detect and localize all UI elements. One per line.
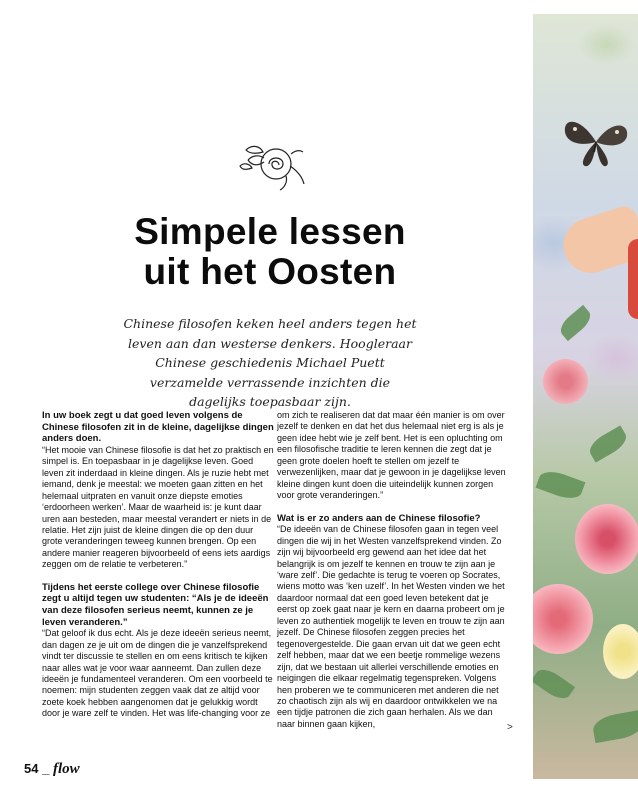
paragraph-gap [42,571,274,582]
text-column-right [277,410,509,730]
leaf-shape [556,305,594,341]
title-line-1: Simpele lessen [134,211,406,252]
interview-question: Wat is er zo anders aan de Chinese filosofie? [277,512,481,524]
page-number: 54 [24,761,39,776]
rose-illustration [543,359,588,404]
rose-illustration [533,584,593,654]
interview-answer: “Dat geloof ik dus echt. Als je deze ideeën serieus neemt, dan dagen ze je uit om de dingen die je vanzelfsprekend vindt ter discussie te stellen en om eens kritisch te kijken naar alles wat je voor waar aanneemt. Dan zullen deze ideeën je fundamenteel veranderen. Om een voorbeeld te noemen: mijn studenten zeggen vaak dat ze altijd voor zoete koek hebben aangenomen dat je gelukkig wordt door je ware zelf te vinden. Het was life-changing voor ze [42,628,273,719]
leaf-shape [536,467,586,503]
interview-answer: “Het mooie van Chinese filosofie is dat het zo praktisch en simpel is. En toepasbaar in je dagelijkse leven. Goed leven zit inderdaad in kleine dingen. Als je ruzie hebt met iemand, denk je meestal: we moeten gaan zitten en het helemaal uitpraten en vanuit onze diepste emoties ‘erdoorheen werken’. Maar de waarheid is: je kunt daar uren aan besteden, maar meestal verandert er niets in de relatie. Het zijn juist de kleine dingen die op den duur grote veranderingen teweeg kunnen brengen. Op een andere manier reageren bijvoorbeeld of eens iets aardigs zeggen om de relatie te verbeteren.” [42,444,274,570]
butterfly-icon [561,112,631,172]
illustration-strip [533,14,638,779]
magazine-logo: flow [52,761,80,777]
page-folio [24,761,80,778]
interview-answer: “De ideeën van de Chinese filosofen gaan in tegen veel dingen die wij in het Westen vanzelfsprekend vinden. Zo zijn wij bijvoorbeeld erg gewend aan het idee dat het belangrijk is om jezelf te kennen en trouw te zijn aan je ‘ware zelf’. Die gedachte is terug te voeren op Socrates, wiens motto was ‘ken uzelf’. In het Westen vinden we het daardoor normaal dat een goed leven betekent dat je eerst op zoek gaat naar je kern en daarna probeert om je leven zo authentiek mogelijk te leven en trouw te zijn aan jezelf. De Chinese filosofen zeggen precies het tegenovergestelde. Die gaan ervan uit dat we geen echt zelf hebben, maar dat we een beetje rommelige wezens zijn, dat we bestaan uit allerlei verschillende emoties en neigingen die elkaar regelmatig tegenspreken. Volgens hen proberen we te communiceren met anderen die net zo chaotisch zijn als wij en daardoor ontwikkelen we na een tijdje patronen die zich gaan herhalen. Als we dan naar binnen gaan kijken, [277,524,505,729]
leaf-shape [533,664,575,703]
rose-ornament-icon [236,136,308,194]
article-title [60,212,480,292]
red-sleeve-illustration [628,239,638,319]
text-column-left [42,410,274,720]
article-intro: Chinese filosofen keken heel anders tegen het leven aan dan westerse denkers. Hoogleraar Chinese geschiedenis Michael Puett verzamelde verrassende inzichten die dagelijks toepasbaar zijn. [123,316,417,409]
yellow-rose-illustration [603,624,638,679]
title-line-2: uit het Oosten [143,251,397,292]
interview-answer: om zich te realiseren dat dat maar één manier is om over jezelf te denken en dat het dus helemaal niet erg is als je geen idee hebt wie je zelf bent. Het is een opluchting om een filosofische traditie te leren kennen die zegt dat je geen grote doelen hoeft te stellen om jezelf te verwezenlijken, maar dat je gewoon in je dagelijkse leven kleine dingen kunt doen die uiteindelijk kunnen zorgen voor grote veranderingen.” [277,410,506,501]
interview-question: Tijdens het eerste college over Chinese filosofie zegt u altijd tegen uw studenten: “Als je de ideeën van deze filosofen serieus neemt, kunnen ze je leven veranderen.” [42,581,269,628]
interview-question: In uw boek zegt u dat goed leven volgens de Chinese filosofen zit in de kleine, dagelijkse dingen anders doen. [42,410,274,445]
leaf-shape [591,710,638,743]
rose-illustration [575,504,638,574]
hand-illustration [556,203,638,280]
folio-separator: _ [42,761,50,776]
continue-arrow: > [507,722,513,733]
paragraph-gap [277,502,509,513]
leaf-shape [586,425,631,462]
